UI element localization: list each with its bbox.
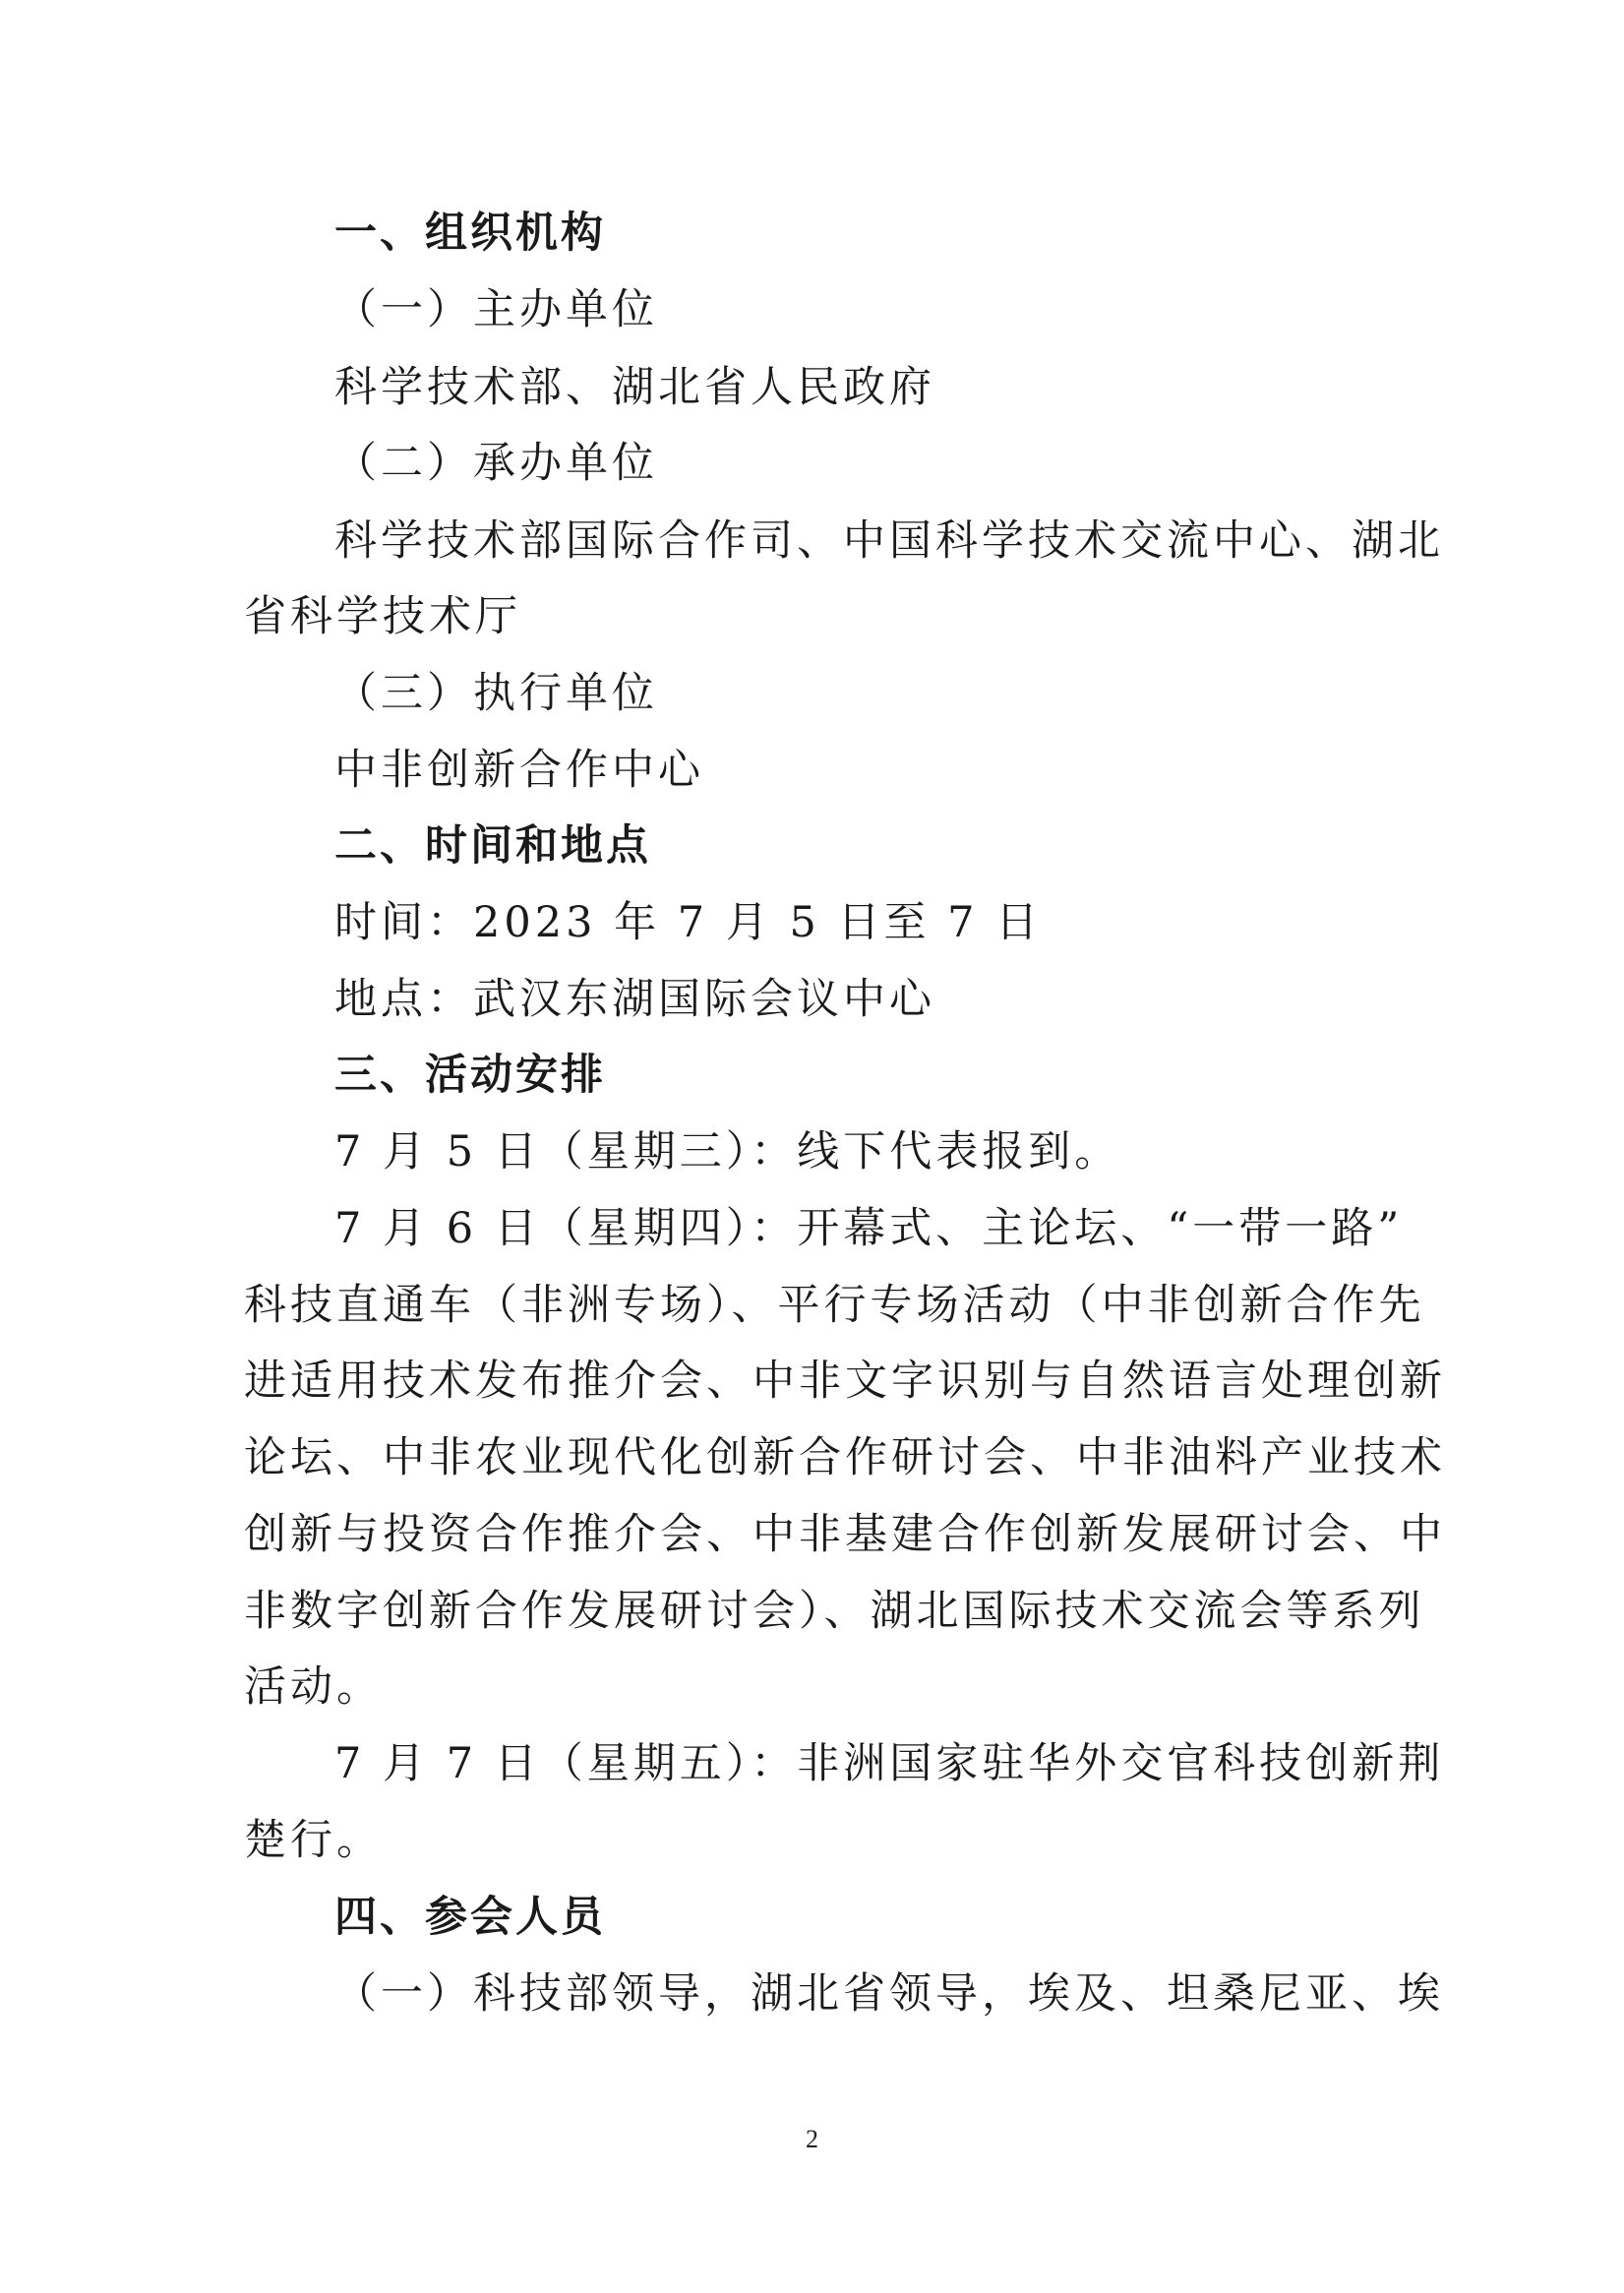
- paragraph-host: 科学技术部、湖北省人民政府: [334, 363, 935, 412]
- paragraph-day-3-line-1: 7 月 7 日（星期五）：非洲国家驻华外交官科技创新荆: [334, 1739, 1445, 1788]
- paragraph-day-2-line-7: 活动。: [244, 1662, 383, 1712]
- paragraph-day-2-line-6: 非数字创新合作发展研讨会）、湖北国际技术交流会等系列: [244, 1587, 1425, 1636]
- paragraph-attendees-line-1: （一）科技部领导，湖北省领导，埃及、坦桑尼亚、埃: [334, 1969, 1444, 2019]
- paragraph-time: 时间：2023 年 7 月 5 日至 7 日: [334, 898, 1043, 947]
- paragraph-place: 地点：武汉东湖国际会议中心: [334, 975, 935, 1024]
- section-heading-organization: 一、组织机构: [334, 209, 606, 258]
- subheading-organizer: （二）承办单位: [334, 439, 658, 488]
- paragraph-day-2-line-2: 科技直通车（非洲专场）、平行专场活动（中非创新合作先: [244, 1281, 1425, 1330]
- paragraph-day-2-line-1: 7 月 6 日（星期四）：开幕式、主论坛、“一带一路”: [334, 1204, 1404, 1253]
- paragraph-executor: 中非创新合作中心: [334, 746, 704, 795]
- section-heading-attendees: 四、参会人员: [334, 1893, 606, 1942]
- page-number: 2: [806, 2125, 818, 2153]
- paragraph-day-2-line-5: 创新与投资合作推介会、中非基建合作创新发展研讨会、中: [244, 1510, 1446, 1559]
- subheading-host: （一）主办单位: [334, 285, 658, 334]
- subheading-executor: （三）执行单位: [334, 669, 658, 718]
- section-heading-time-place: 二、时间和地点: [334, 821, 651, 871]
- paragraph-organizer-line-1: 科学技术部国际合作司、中国科学技术交流中心、湖北: [334, 516, 1444, 566]
- paragraph-day-2-line-4: 论坛、中非农业现代化创新合作研讨会、中非油料产业技术: [244, 1433, 1446, 1482]
- paragraph-day-3-line-2: 楚行。: [244, 1816, 383, 1865]
- paragraph-day-1: 7 月 5 日（星期三）：线下代表报到。: [334, 1127, 1121, 1177]
- paragraph-organizer-line-2: 省科学技术厅: [244, 592, 521, 641]
- section-heading-schedule: 三、活动安排: [334, 1051, 606, 1100]
- paragraph-day-2-line-3: 进适用技术发布推介会、中非文字识别与自然语言处理创新: [244, 1357, 1446, 1406]
